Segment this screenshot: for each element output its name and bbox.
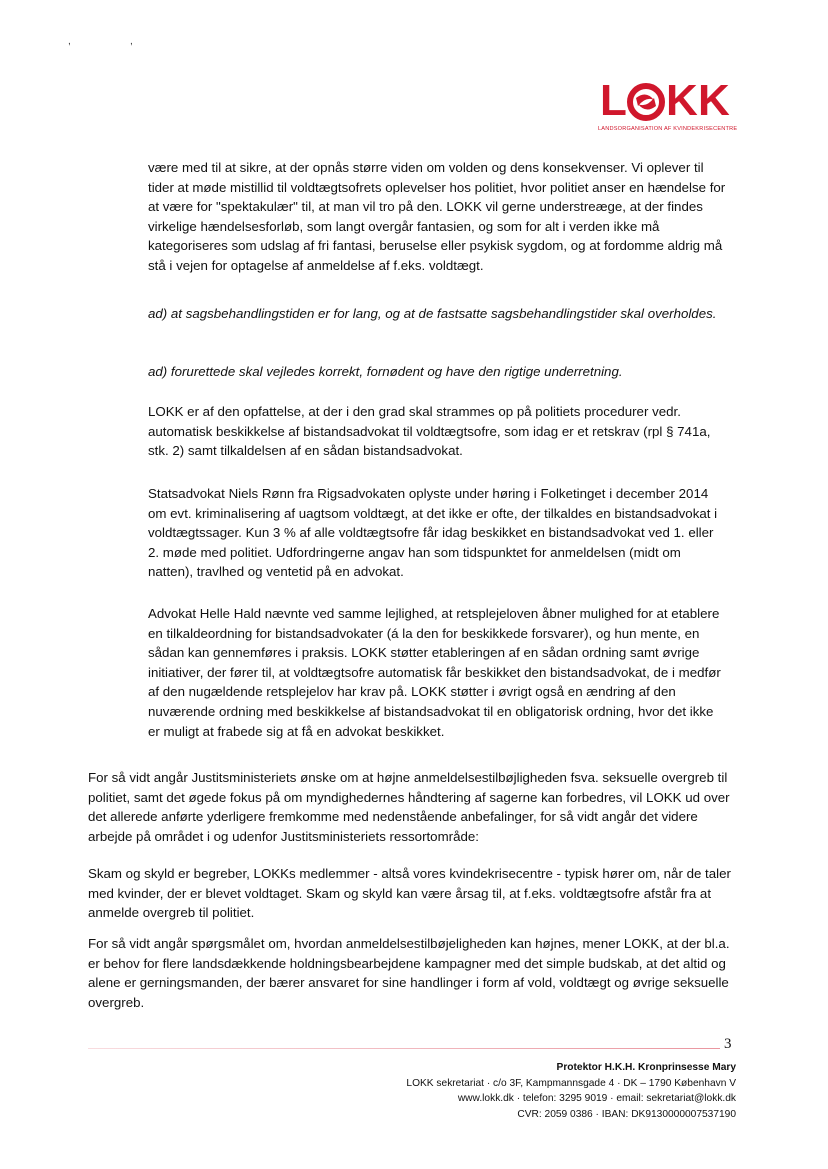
paragraph [148,158,728,276]
footer-divider [88,1048,720,1049]
footer [406,1060,736,1122]
footer-address: LOKK sekretariat · c/o 3F, Kampmannsgade 4 · DK – 1790 København V [406,1077,736,1089]
paragraph-italic [148,362,728,382]
lokk-logo [598,78,738,132]
logo-wordmark [598,78,738,124]
logo-letter-k1: K [666,76,698,125]
footer-contact: www.lokk.dk · telefon: 3295 9019 · email: sekretariat@lokk.dk [457,1093,736,1105]
paragraph-text: ad) forurettede skal vejledes korrekt, fornødent og have den rigtige underretning. [148,364,623,379]
logo-o-symbol-icon [626,82,666,122]
paragraph-text: LOKK er af den opfattelse, at der i den grad skal strammes op på politiets procedurer vedr. automatisk beskikkelse af bistandsadvokat til voldtægtsofre, som idag er et retskrav (rpl § 741a, stk. 2) samt tilkaldelsen af en sådan bistandsadvokat. [148,404,711,459]
logo-letter-k2: K [698,76,730,125]
paragraph [148,484,728,582]
scan-mark: , [68,36,71,47]
paragraph-text: være med til at sikre, at der opnås større viden om volden og dens konsekvenser. Vi oplever til tider at møde mistillid til voldtægtsofrets oplevelser hos politiet, hvor politiet anser en hændelse for at være for "spektakulær" til, at man vil tro på den. LOKK vil gerne understreæge, at der findes virkelige hændelsesforløb, som langt overgår fantasien, og som for alt i verden ikke må kategoriseres som udslag af fri fantasi, beruselse eller psykisk sygdom, og at fordomme aldrig må stå i vejen for optagelse af anmeldelse af f.eks. voldtægt. [148,160,726,273]
scan-mark: , [130,36,133,47]
paragraph-text: Skam og skyld er begreber, LOKKs medlemmer - altså vores kvindekrisecentre - typisk hører om, når de taler med kvinder, der er blevet voldtaget. Skam og skyld kan være årsag til, at f.eks. voldtægtsofre afstår fra at anmelde overgreb til politiet. [88,866,731,921]
logo-subtitle: LANDSORGANISATION AF KVINDEKRISECENTRE [598,126,738,132]
footer-protector: Protektor H.K.H. Kronprinsesse Mary [556,1062,736,1073]
page-number: 3 [724,1036,732,1052]
paragraph-text: For så vidt angår spørgsmålet om, hvordan anmeldelsestilbøjeligheden kan højnes, mener LOKK, at der bl.a. er behov for flere landsdækkende holdningsbearbejdene kampagner med det simple budskab, at det altid og alene er gerningsmanden, der bærer ansvaret for sine handlinger i form af vold, voldtægt og øvrige seksuelle overgreb. [88,936,730,1010]
paragraph-text: For så vidt angår Justitsministeriets ønske om at højne anmeldelsestilbøjligheden fsva. seksuelle overgreb til politiet, samt det øgede fokus på om myndighedernes håndtering af sagerne kan forbedres, vil LOKK ud over det allerede anførte yderligere fremkomme med nedenstående anbefalinger, for så vidt angår det videre arbejde på området i og udenfor Justitsministeriets ressortområde: [88,770,730,844]
paragraph-text: ad) at sagsbehandlingstiden er for lang, og at de fastsatte sagsbehandlingstider skal overholdes. [148,306,717,321]
footer-bank: CVR: 2059 0386 · IBAN: DK9130000007537190 [517,1108,736,1120]
paragraph-text: Statsadvokat Niels Rønn fra Rigsadvokaten oplyste under høring i Folketinget i december 2014 om evt. kriminalisering af uagtsom voldtægt, at det ikke er ofte, der tilkaldes en bistandsadvokat i voldtægtssager. Kun 3 % af alle voldtægtsofre får idag beskikket en bistandsadvokat ved 1. eller 2. møde med politiet. Udfordringerne angav han som tidspunktet for anmeldelsen (midt om natten), travlhed og ventetid på en advokat. [148,486,718,580]
paragraph [148,604,728,741]
paragraph [88,864,738,923]
paragraph [148,402,728,461]
logo-letter-l: L [600,76,627,125]
paragraph [88,934,738,1012]
paragraph [88,768,738,846]
paragraph-text: Advokat Helle Hald nævnte ved samme lejlighed, at retsplejeloven åbner mulighed for at etablere en tilkaldeordning for bistandsadvokater (á la den for beskikkede forsvarer), og hun mente, en sådan kan gennemføres i praksis. LOKK støtter etableringen af en sådan ordning samt øvrige initiativer, der fører til, at voldtægtsofre automatisk får beskikket den bistandsadvokat, de i medfør af den nugældende retsplejelov har krav på. LOKK støtter i øvrigt også en ændring af den nuværende ordning med beskikkelse af bistandsadvokat til en obligatorisk ordning, hvor det ikke er muligt at frabede sig at få en advokat beskikket. [148,606,721,739]
paragraph-italic [148,304,728,324]
